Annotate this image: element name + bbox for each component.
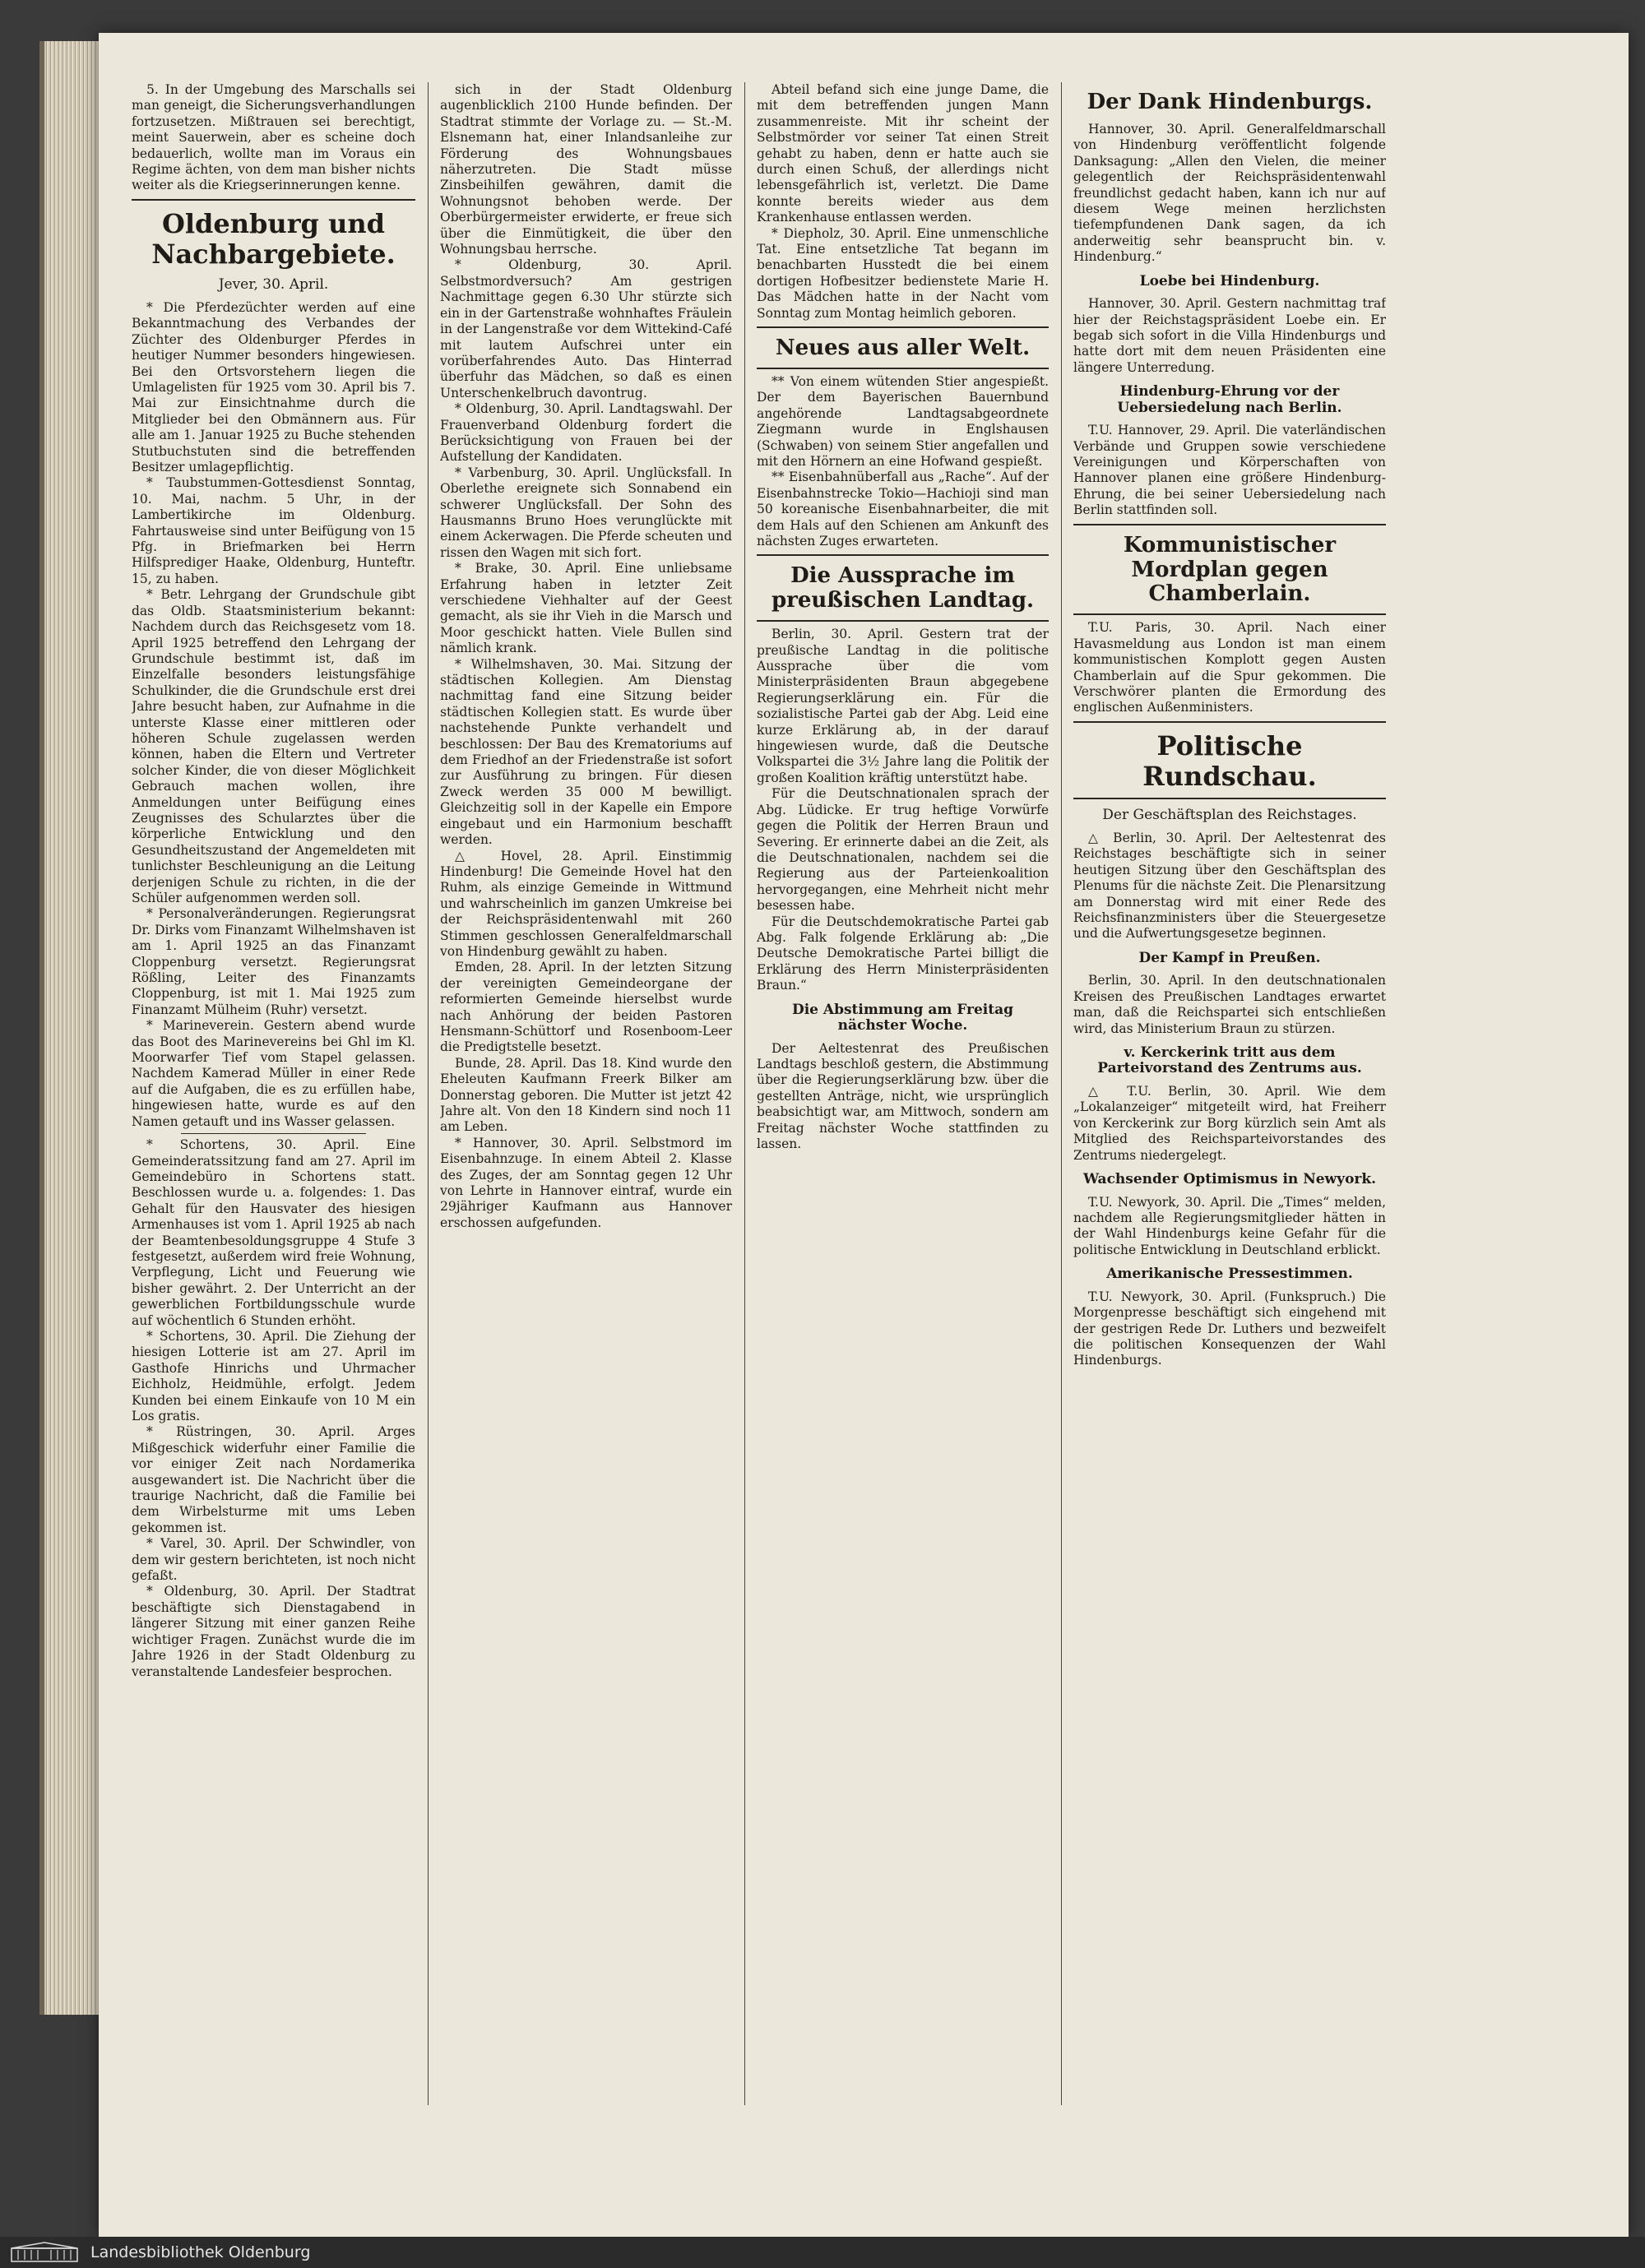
article-paragraph: T.U. Newyork, 30. April. Die „Times“ melden, nachdem alle Regierungsmitglieder hätten in der Wahl Hindenburgs keine Gefahr für die politische Entwicklung in Deutschland erblickt. <box>1073 1194 1386 1257</box>
article-paragraph: * Hannover, 30. April. Selbstmord im Eisenbahnzuge. In einem Abteil 2. Klasse des Zuges, der am Sonntag gegen 12 Uhr von Lehrte in Hannover eintraf, wurde ein 29jähriger Kaufmann aus Hannover erschossen aufgefunden. <box>440 1135 732 1230</box>
article-paragraph: * Schortens, 30. April. Eine Gemeinderatssitzung fand am 27. April im Gemeindebüro in Schortens statt. Beschlossen wurde u. a. folgendes: 1. Das Gehalt für den Hausvater des hiesigen Armenhauses ist vom 1. April 1925 ab nach der Beamtenbesoldungsgruppe 4 Stufe 3 festgesetzt, außerdem wird freie Wohnung, Verpflegung, Licht und Feuerung wie bisher gewährt. 2. Der Unterricht an der gewerblichen Fortbildungsschule wurde auf wöchentlich 6 Stunden erhöht. <box>132 1137 415 1328</box>
subheading: Amerikanische Pressestimmen. <box>1106 1266 1353 1283</box>
library-name: Landesbibliothek Oldenburg <box>90 2243 311 2261</box>
article-paragraph: ** Eisenbahnüberfall aus „Rache“. Auf der Eisenbahnstrecke Tokio—Hachioji sind man 50 koreanische Eisenbahnarbeiter, die mit dem Hals auf den Schienen am Ankunft des nächsten Zuges erwarteten. <box>757 470 1049 549</box>
section-heading-mordplan: Kommunistischer Mordplan gegen Chamberlain. <box>1123 532 1337 607</box>
article-paragraph: T.U. Hannover, 29. April. Die vaterländischen Verbände und Gruppen sowie verschiedene Vereinigungen und Körperschaften von Hannover planen eine größere Hindenburg-Ehrung, die bei seiner Uebersiedelung nach Berlin stattfinden soll. <box>1073 423 1386 518</box>
article-paragraph: Berlin, 30. April. In den deutschnationalen Kreisen des Preußischen Landtages erwartet man, daß die Reichspartei sich entschließen wird, das Ministerium Braun zu stürzen. <box>1073 973 1386 1036</box>
book-page-stack <box>39 41 104 2015</box>
article-paragraph: Für die Deutschnationalen sprach der Abg. Lüdicke. Er trug heftige Vorwürfe gegen die Politik der Herren Braun und Severing. Er erinnerte dabei an die Zeit, als die Deutschnationalen, nachdem sei die Regierung aus der Parteienkoalition hervorgegangen, eine Mehrheit nicht mehr besessen habe. <box>757 786 1049 914</box>
article-paragraph: Emden, 28. April. In der letzten Sitzung der vereinigten Gemeindeorgane der reformierten Gemeinde hierselbst wurde nach Anhörung der beiden Pastoren Hensmann-Schüttorf und Rosenboom-Leer die Predigtstelle besetzt. <box>440 960 732 1055</box>
article-paragraph: Hannover, 30. April. Generalfeldmarschall von Hindenburg veröffentlicht folgende Danksagung: „Allen den Vielen, die meiner gelegentlich der Reichspräsidentenwahl freundlichst gedacht haben, kann ich nur auf diesem Wege meinen herzlichsten tiefempfundenen Dank sagen, da ich anderweitig sehr beansprucht bin. v. Hindenburg.“ <box>1073 121 1386 265</box>
column-rule <box>1061 82 1062 2105</box>
article-paragraph: Berlin, 30. April. Gestern trat der preußische Landtag in die politische Aussprache über die vom Ministerpräsidenten Braun abgegebene Regierungserklärung ein. Für die sozialistische Partei gab der Abg. Leid eine kurze Erklärung ab, in der darauf hingewiesen wurde, daß die Deutsche Volkspartei die 3½ Jahre lang die Politik der großen Koalition kräftig unterstützt habe. <box>757 627 1049 785</box>
article-paragraph: sich in der Stadt Oldenburg augenblicklich 2100 Hunde befinden. Der Stadtrat stimmte der Vorlage zu. — St.-M. Elsnemann hat, einer Inlandsanleihe zur Förderung des Wohnungsbaues näherzutreten. Die Stadt müsse Zinsbeihilfen gewähren, damit die Wohnungsnot behoben werde. Der Oberbürgermeister erwiderte, er freue sich über die Einmütigkeit, die über den Wohnungsbau herrsche. <box>440 82 732 257</box>
article-paragraph: △ Hovel, 28. April. Einstimmig Hindenburg! Die Gemeinde Hovel hat den Ruhm, als einzige Gemeinde in Wittmund und wahrscheinlich im ganzen Umkreise bei der Reichspräsidentenwahl mit 260 Stimmen geschlossen Generalfeldmarschall von Hindenburg gewählt zu haben. <box>440 848 732 959</box>
column-2 <box>440 82 732 2105</box>
article-paragraph: * Brake, 30. April. Eine unliebsame Erfahrung haben in letzter Zeit verschiedene Viehhalter auf der Geest gemacht, als sie ihr Vieh in die Marsch und Moor geschickt hatten. Viele Bullen sind nämlich krank. <box>440 561 732 656</box>
article-paragraph: * Schortens, 30. April. Die Ziehung der hiesigen Lotterie ist am 27. April im Gasthofe Hinrichs und Uhrmacher Eichholz, Heidmühle, erfolgt. Jedem Kunden bei einem Einkaufe von 10 M ein Los gratis. <box>132 1328 415 1424</box>
article-paragraph: Bunde, 28. April. Das 18. Kind wurde den Eheleuten Kaufmann Freerk Bilker am Donnerstag geboren. Die Mutter ist jetzt 42 Jahre alt. Von den 18 Kindern sind noch 11 am Leben. <box>440 1055 732 1135</box>
divider <box>757 326 1049 328</box>
section-heading-neues: Neues aus aller Welt. <box>775 336 1031 361</box>
subheading: Der Geschäftsplan des Reichstages. <box>1102 807 1357 824</box>
subheading: Der Kampf in Preußen. <box>1138 949 1321 966</box>
article-paragraph: Hannover, 30. April. Gestern nachmittag traf hier der Reichstagspräsident Loebe ein. Er begab sich sofort in die Villa Hindenburgs und hatte dort mit dem neuen Präsidenten eine längere Unterredung. <box>1073 296 1386 375</box>
article-paragraph: * Oldenburg, 30. April. Selbstmordversuch? Am gestrigen Nachmittage gegen 6.30 Uhr stürzte sich ein in der Gartenstraße wohnhaftes Fräulein in der Langenstraße vor dem Wittekind-Café mit lautem Aufschrei unter ein vorüberfahrendes Auto. Das Hinterrad überfuhr das Mädchen, so daß es einen Unterschenkelbruch davontrug. <box>440 257 732 400</box>
subheading: Die Abstimmung am Freitag nächster Woche. <box>791 1001 1014 1034</box>
article-paragraph: T.U. Newyork, 30. April. (Funkspruch.) Die Morgenpresse beschäftigt sich eingehend mit der gestrigen Rede Dr. Luthers und bezweifelt die politischen Konsequenzen der Wahl Hindenburgs. <box>1073 1289 1386 1368</box>
divider <box>1073 721 1386 723</box>
article-paragraph: * Wilhelmshaven, 30. Mai. Sitzung der städtischen Kollegien. Am Dienstag nachmittag fand eine Sitzung beider städtischen Kollegien statt. Es wurde über nachstehende Punkte verhandelt und beschlossen: Der Bau des Krematoriums auf dem Friedhof an der Friedenstraße ist sofort zur Ausführung zu bringen. Für diesen Zweck werden 35 000 M bewilligt. Gleichzeitig soll in der Kapelle ein Empore eingebaut und ein Harmonium beschafft werden. <box>440 656 732 848</box>
column-4 <box>1073 82 1386 2105</box>
subheading: Loebe bei Hindenburg. <box>1139 272 1320 289</box>
article-paragraph: Für die Deutschdemokratische Partei gab Abg. Falk folgende Erklärung ab: „Die Deutsche Demokratische Partei billigt die Erklärung des Herrn Ministerpräsidenten Braun.“ <box>757 914 1049 993</box>
article-paragraph: * Diepholz, 30. April. Eine unmenschliche Tat. Eine entsetzliche Tat begann im benachbarten Husstedt die bei einem dortigen Hofbesitzer bedienstete Marie H. Das Mädchen hatte in der Nacht vom Sonntag zum Montag heimlich geboren. <box>757 225 1049 321</box>
article-paragraph: △ T.U. Berlin, 30. April. Wie dem „Lokalanzeiger“ mitgeteilt wird, hat Freiherr von Kerckerink zur Borg kürzlich sein Amt als Mitglied des Reichsparteivorstandes des Zentrums niedergelegt. <box>1073 1084 1386 1163</box>
article-paragraph: * Varbenburg, 30. April. Unglücksfall. In Oberlethe ereignete sich Sonnabend ein schwerer Unglücksfall. Der Sohn des Hausmanns Bruno Hoes verunglückte mit einem Ackerwagen. Die Pferde scheuten und rissen den Wagen mit sich fort. <box>440 465 732 560</box>
article-intro: 5. In der Umgebung des Marschalls sei man geneigt, die Sicherungsverhandlungen fortzusetzen. Mißtrauen sei berechtigt, meint Sauerwein, aber es scheine doch bedauerlich, wollte man im Voraus ein Regime ächten, von dem man bisher nichts weiter als die Kriegserinnerungen kenne. <box>132 82 415 193</box>
subheading: Hindenburg-Ehrung vor der Uebersiedelung nach Berlin. <box>1117 383 1342 416</box>
article-paragraph: Der Aeltestenrat des Preußischen Landtags beschloß gestern, die Abstimmung über die Regierungserklärung bzw. über die gestellten Anträge, nicht, wie ursprünglich beabsichtigt war, am Mittwoch, sondern am Freitag nächster Woche stattfinden zu lassen. <box>757 1040 1049 1152</box>
newspaper-page <box>99 33 1629 2237</box>
divider <box>1073 613 1386 615</box>
divider <box>1073 524 1386 525</box>
article-paragraph: * Varel, 30. April. Der Schwindler, von dem wir gestern berichteten, ist noch nicht gefaßt. <box>132 1536 415 1584</box>
section-heading-aussprache: Die Aussprache im preußischen Landtag. <box>771 563 1035 613</box>
divider <box>757 368 1049 369</box>
divider <box>132 199 415 201</box>
article-paragraph: ** Von einem wütenden Stier angespießt. Der dem Bayerischen Bauernbund angehörende Landtagsabgeordnete Ziegmann wurde in Englshausen (Schwaben) von seinem Stier angefallen und mit den Hörnern an eine Hofwand gespießt. <box>757 373 1049 470</box>
article-paragraph: * Taubstummen-Gottesdienst Sonntag, 10. Mai, nachm. 5 Uhr, in der Lambertikirche im Oldenburg. Fahrtausweise sind unter Beifügung von 15 Pfg. in Briefmarken bei Herrn Hilfsprediger Haake, Oldenburg, Hunteftr. 15, zu haben. <box>132 475 415 586</box>
article-paragraph: * Oldenburg, 30. April. Der Stadtrat beschäftigte sich Dienstagabend in längerer Sitzung mit einer ganzen Reihe wichtiger Fragen. Zunächst wurde die im Jahre 1926 in der Stadt Oldenburg zu veranstaltende Landesfeier besprochen. <box>132 1584 415 1679</box>
column-3 <box>757 82 1049 2105</box>
column-1 <box>132 82 415 2105</box>
subheading: v. Kerckerink tritt aus dem Parteivorstand des Zentrums aus. <box>1097 1044 1362 1077</box>
article-paragraph: △ Berlin, 30. April. Der Aeltestenrat des Reichstages beschäftigte sich in seiner heutigen Sitzung über den Geschäftsplan des Plenums für die nächste Zeit. Die Plenarsitzung am Donnerstag wird mit einer Rede des Reichsfinanzministers über die Steuergesetze und die Aufwertungsgesetze beginnen. <box>1073 830 1386 942</box>
section-heading-dank: Der Dank Hindenburgs. <box>1087 90 1373 114</box>
section-heading-rundschau: Politische Rundschau. <box>1142 729 1317 792</box>
column-rule <box>428 82 429 2105</box>
dateline: Jever, 30. April. <box>218 276 329 294</box>
library-building-icon <box>10 2242 79 2263</box>
article-paragraph: * Rüstringen, 30. April. Arges Mißgeschick widerfuhr einer Familie die vor einiger Zeit nach Nordamerika ausgewandert ist. Die Nachricht über die traurige Nachricht, daß die Familie bei dem Wirbelsturme mit ums Leben gekommen ist. <box>132 1424 415 1535</box>
divider <box>1073 798 1386 799</box>
article-paragraph: * Personalveränderungen. Regierungsrat Dr. Dirks vom Finanzamt Wilhelmshaven ist am 1. April 1925 an das Finanzamt Cloppenburg versetzt. Regierungsrat Rößling, Leiter des Finanzamts Cloppenburg, ist mit 1. Mai 1925 zum Finanzamt Mülheim (Ruhr) versetzt. <box>132 906 415 1017</box>
short-divider <box>181 1133 366 1134</box>
article-paragraph: T.U. Paris, 30. April. Nach einer Havasmeldung aus London ist man einem kommunistischen Komplott gegen Austen Chamberlain auf die Spur gekommen. Die Verschwörer planten die Ermordung des englischen Außenministers. <box>1073 620 1386 715</box>
library-footer <box>0 2237 1645 2268</box>
subheading: Wachsender Optimismus in Newyork. <box>1082 1171 1377 1188</box>
column-rule <box>744 82 745 2105</box>
article-paragraph: Abteil befand sich eine junge Dame, die mit dem betreffenden jungen Mann zusammenreiste. Mit ihr scheint der Selbstmörder vor seiner Tat einen Streit gehabt zu haben, denn er hatte auch sie durch einen Schuß, der allerdings nicht lebensgefährlich ist, verletzt. Die Dame konnte bereits wieder aus dem Krankenhause entlassen werden. <box>757 82 1049 225</box>
article-paragraph: * Betr. Lehrgang der Grundschule gibt das Oldb. Staatsministerium bekannt: Nachdem durch das Reichsgesetz vom 18. April 1925 betreffend den Lehrgang der Grundschule bestimmt ist, daß im Einzelfalle besonders leistungsfähige Schulkinder, die die Grundschule erst drei Jahre besucht haben, zur Aufnahme in die unterste Klasse einer mittleren oder höheren Schule zugelassen werden können, haben die Eltern und Vertreter solcher Kinder, die von dieser Möglichkeit Gebrauch machen wollen, ihre Anmeldungen unter Beifügung eines Zeugnisses des Schularztes über die körperliche Entwicklung und den Gesundheitszustand der Angemeldeten mit tunlichster Beschleunigung an die Leitung derjenigen Schule zu richten, in die der Schüler aufgenommen werden soll. <box>132 587 415 906</box>
article-paragraph: * Oldenburg, 30. April. Landtagswahl. Der Frauenverband Oldenburg fordert die Berücksichtigung von Frauen bei der Aufstellung der Kandidaten. <box>440 401 732 465</box>
divider <box>757 554 1049 556</box>
section-heading-oldenburg: Oldenburg und Nachbargebiete. <box>151 207 396 270</box>
divider <box>757 620 1049 622</box>
article-paragraph: * Marineverein. Gestern abend wurde das Boot des Marinevereins bei Ghl im Kl. Moorwarfer Tief vom Stapel gelassen. Nachdem Kamerad Müller in einer Rede auf die Aufgaben, die es zu erfüllen habe, hingewiesen hatte, wurde es auf den Namen getauft und ins Wasser gelassen. <box>132 1018 415 1129</box>
article-paragraph: * Die Pferdezüchter werden auf eine Bekanntmachung des Verbandes der Züchter des Oldenburger Pferdes in heutiger Nummer besonders hingewiesen. Bei den Ortsvorstehern liegen die Umlagelisten für 1925 vom 30. April bis 7. Mai zur Einsichtnahme durch die Mitglieder bei den Obmännern aus. Für alle am 1. Januar 1925 zu Buche stehenden Stutbuchstuten sind die betreffenden Besitzer umlagepflichtig. <box>132 299 415 475</box>
